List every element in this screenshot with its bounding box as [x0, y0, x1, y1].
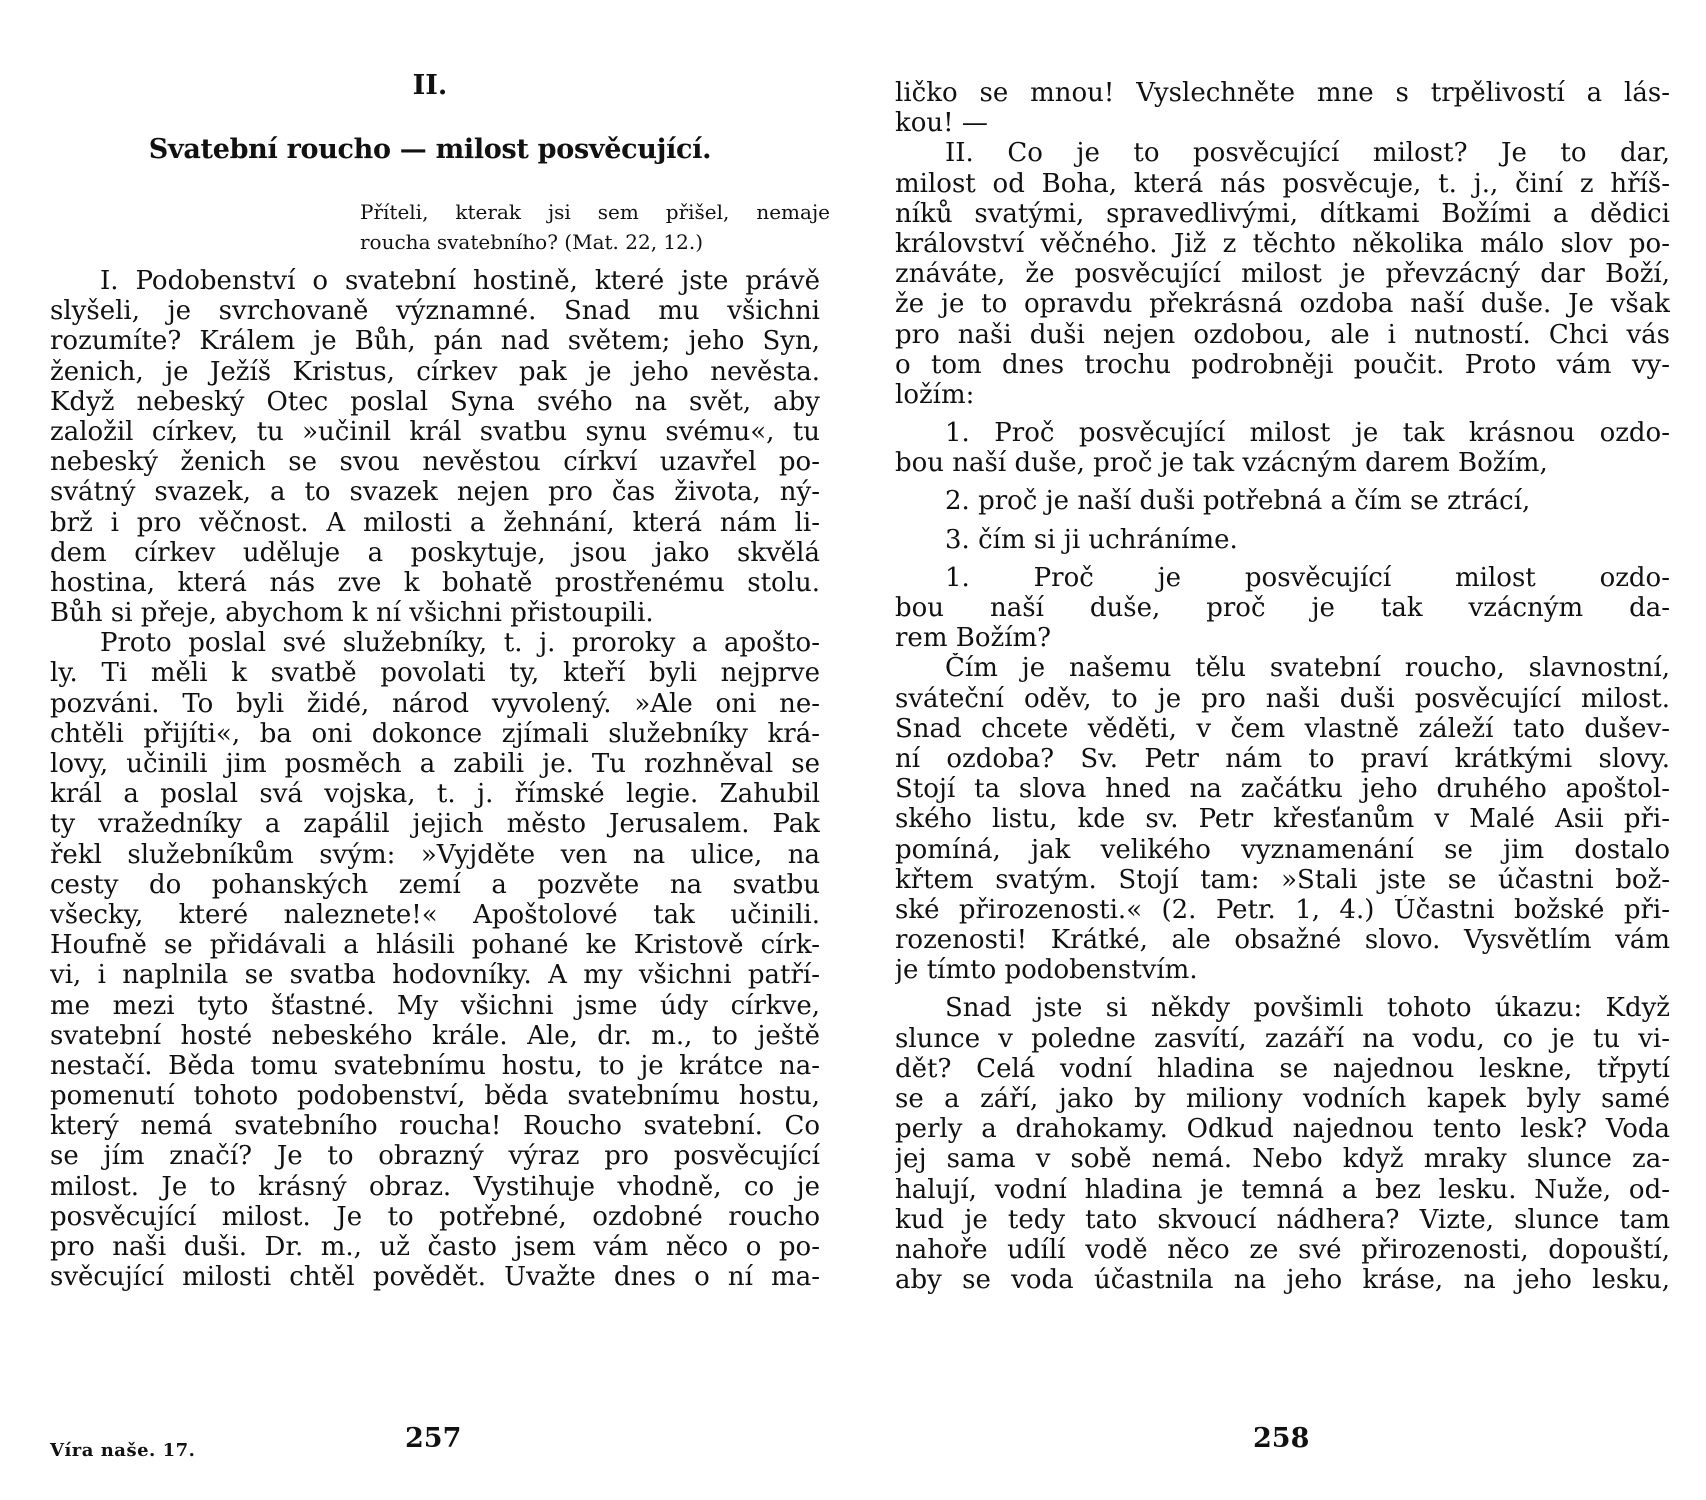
- body-line: hostina, která nás zve k bohatě prostřenému stolu.: [50, 567, 820, 598]
- body-line: halují, vodní hladina je temná a bez lesku. Nuže, od-: [895, 1174, 1670, 1205]
- body-line: sváteční oděv, to je pro naši duši posvěcující milost.: [895, 683, 1670, 714]
- epigraph: [360, 200, 830, 260]
- body-line: pro naši duši. Dr. m., už často jsem vám něco o po-: [50, 1232, 820, 1262]
- body-line: I. Podobenství o svatební hostině, které jste právě: [100, 266, 820, 296]
- body-line: slunce v poledne zasvítí, zazáří na vodu, co je tu vi-: [895, 1023, 1670, 1054]
- paragraph-gap: [895, 985, 1670, 993]
- body-line: perly a drahokamy. Odkud najednou tento lesk? Voda: [895, 1114, 1670, 1145]
- body-line: Čím je našemu tělu svatební roucho, slavnostní,: [945, 653, 1670, 684]
- body-line: založil církev, tu »učinil král svatbu synu svému«, tu: [50, 416, 820, 447]
- body-line: který nemá svatebního roucha! Roucho svatební. Co: [50, 1111, 820, 1142]
- body-line: dět? Celá vodní hladina se najednou leskne, třpytí: [895, 1053, 1670, 1084]
- section-heading-line: 1. Proč je posvěcující milost ozdo-: [945, 562, 1670, 593]
- body-line: pro naši duši nejen ozdobou, ale i nutností. Chci vás: [895, 319, 1670, 350]
- body-line: Snad chcete věděti, v čem vlastně záleží tato dušev-: [895, 713, 1670, 744]
- body-line: posvěcující milost. Je to potřebné, ozdobné roucho: [50, 1201, 820, 1232]
- body-line: řekl služebníkům svým: »Vyjděte ven na ulice, na: [50, 839, 820, 870]
- body-line: ženich, je Ježíš Kristus, církev pak je jeho nevěsta.: [50, 356, 820, 387]
- body-line: rozenosti! Krátké, ale obsažné slovo. Vysvětlím vám: [895, 925, 1670, 956]
- body-line: se a září, jako by miliony vodních kapek byly samé: [895, 1084, 1670, 1114]
- list-item-line: 2. proč je naší duši potřebná a čím se ztrácí,: [945, 486, 1531, 517]
- body-line: aby se voda účastnila na jeho kráse, na jeho lesku,: [895, 1265, 1670, 1296]
- epigraph-line: roucha svatebního? (Mat. 22, 12.): [360, 230, 704, 255]
- body-line: král a poslal svá vojska, t. j. římské legie. Zahubil: [50, 779, 820, 810]
- body-line: ského listu, kde sv. Petr křesťanům v Malé Asii při-: [895, 804, 1670, 835]
- body-line: kud je tedy tato skvoucí nádhera? Vizte, slunce tam: [895, 1204, 1670, 1235]
- body-line: Když nebeský Otec poslal Syna svého na svět, aby: [50, 386, 820, 417]
- body-line: pozváni. To byli židé, národ vyvolený. »Ale oni ne-: [50, 688, 820, 719]
- body-line: že je to opravdu překrásná ozdoba naší duše. Je však: [895, 289, 1670, 320]
- paragraph-gap: [895, 410, 1670, 418]
- list-item-line: bou naší duše, proč je tak vzácným darem Božím,: [895, 448, 1548, 479]
- body-line: II. Co je to posvěcující milost? Je to dar,: [945, 138, 1670, 169]
- body-line: milost od Boha, která nás posvěcuje, t. j., činí z hříš-: [895, 168, 1670, 199]
- body-line: Stojí ta slova hned na začátku jeho druhého apoštol-: [895, 774, 1670, 805]
- paragraph-gap: [895, 478, 1670, 486]
- body-line: ské přirozenosti.« (2. Petr. 1, 4.) Účastni božské při-: [895, 894, 1670, 925]
- body-line: vi, i naplnila se svatba hodovníky. A my všichni patří-: [50, 960, 820, 991]
- body-line: milost. Je to krásný obraz. Vystihuje vhodně, co je: [50, 1171, 820, 1202]
- body-line: jej sama v sobě nemá. Nebo když mraky slunce za-: [895, 1144, 1670, 1175]
- epigraph-line: Příteli, kterak jsi sem přišel, nemaje: [360, 200, 830, 224]
- body-line: křtem svatým. Stojí tam: »Stali jste se účastni bož-: [895, 864, 1670, 895]
- body-line: království věčného. Již z těchto několika málo slov po-: [895, 228, 1670, 259]
- section-heading-line: rem Božím?: [895, 623, 1052, 654]
- body-line: níků svatými, spravedlivými, dítkami Božími a dědici: [895, 198, 1670, 229]
- body-line: o tom dnes trochu podrobněji poučit. Proto vám vy-: [895, 349, 1670, 380]
- body-line: ní ozdoba? Sv. Petr nám to praví krátkými slovy.: [895, 743, 1670, 774]
- chapter-number: II.: [412, 70, 448, 101]
- right-page: [853, 0, 1706, 1500]
- body-line: cesty do pohanských zemí a pozvěte na svatbu: [50, 869, 820, 900]
- body-line: Proto poslal své služebníky, t. j. proroky a apošto-: [100, 628, 820, 659]
- section-heading-line: bou naší duše, proč je tak vzácným da-: [895, 593, 1670, 623]
- body-line: ty vražedníky a zapálil jejich město Jerusalem. Pak: [50, 809, 820, 840]
- body-line: chtěli přijíti«, ba oni dokonce zjímali služebníky krá-: [50, 718, 820, 749]
- body-line: rozumíte? Králem je Bůh, pán nad světem; jeho Syn,: [50, 326, 820, 357]
- body-line: Snad jste si někdy povšimli tohoto úkazu: Když: [945, 993, 1670, 1024]
- body-line: svátný svazek, a to svazek nejen pro čas života, ný-: [50, 477, 820, 508]
- body-line: se jím značí? Je to obrazný výraz pro posvěcující: [50, 1141, 820, 1172]
- body-line: nestačí. Běda tomu svatebnímu hostu, to je krátce na-: [50, 1050, 820, 1081]
- list-item-line: 3. čím si ji uchráníme.: [945, 524, 1238, 555]
- body-line: kou! —: [895, 108, 988, 139]
- body-line: všecky, které naleznete!« Apoštolové tak učinili.: [50, 899, 820, 930]
- page-number-right: 258: [1253, 1423, 1310, 1454]
- body-line: lovy, učinili jim posměch a zabili je. Tu rozhněval se: [50, 749, 820, 779]
- body-line: je tímto podobenstvím.: [895, 955, 1198, 986]
- body-line: ložím:: [895, 379, 975, 410]
- page-number-left: 257: [405, 1423, 462, 1454]
- paragraph-gap: [895, 517, 1670, 525]
- body-line: znáváte, že posvěcující milost je převzácný dar Boží,: [895, 259, 1670, 290]
- body-line: nebeský ženich se svou nevěstou církví uzavřel po-: [50, 447, 820, 478]
- body-line: dem církev uděluje a poskytuje, jsou jako skvělá: [50, 537, 820, 568]
- paragraph-gap: [895, 555, 1670, 563]
- body-line: pomíná, jak velikého vyznamenání se jim dostalo: [895, 834, 1670, 865]
- body-line: brž i pro věčnost. A milosti a žehnání, která nám li-: [50, 507, 820, 538]
- footer-signature: Víra naše. 17.: [50, 1440, 196, 1461]
- list-item-line: 1. Proč posvěcující milost je tak krásnou ozdo-: [945, 418, 1670, 449]
- body-line: Bůh si přeje, abychom k ní všichni přistoupili.: [50, 598, 654, 629]
- body-line: Houfně se přidávali a hlásili pohané ke Kristově círk-: [50, 930, 820, 961]
- body-line: slyšeli, je svrchovaně významné. Snad mu všichni: [50, 296, 820, 327]
- body-line: ličko se mnou! Vyslechněte mne s trpělivostí a lás-: [895, 78, 1670, 108]
- body-line: svěcující milosti chtěl povědět. Uvažte dnes o ní ma-: [50, 1262, 820, 1293]
- chapter-title: Svatební roucho — milost posvěcující.: [148, 134, 712, 165]
- body-line: nahoře udílí vodě něco ze své přirozenosti, dopouští,: [895, 1234, 1670, 1265]
- body-line: pomenutí tohoto podobenství, běda svatebnímu hostu,: [50, 1081, 820, 1112]
- body-line: ly. Ti měli k svatbě povolati ty, kteří byli nejprve: [50, 658, 820, 689]
- body-line: me mezi tyto šťastné. My všichni jsme údy církve,: [50, 990, 820, 1021]
- body-line: svatební hosté nebeského krále. Ale, dr. m., to ještě: [50, 1020, 820, 1051]
- left-body-text: [50, 266, 820, 1292]
- right-body-text: [895, 78, 1670, 1295]
